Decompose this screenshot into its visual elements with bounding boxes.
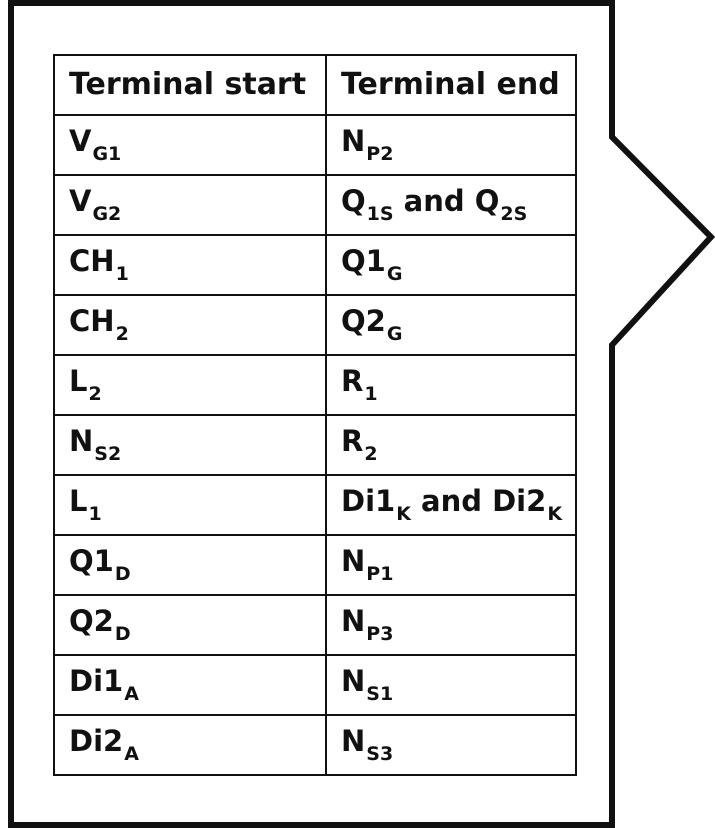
table-body <box>54 115 576 775</box>
terminal-subscript: A <box>124 742 139 765</box>
terminal-subscript: A <box>124 682 139 705</box>
terminal-subscript: P2 <box>366 142 394 165</box>
terminal-subscript: D <box>114 562 131 585</box>
table-row <box>54 655 576 715</box>
terminal-end-cell <box>326 655 576 715</box>
terminal-end-cell <box>326 415 576 475</box>
terminal-subscript: G2 <box>92 202 122 225</box>
terminal-subscript: D <box>114 622 131 645</box>
table-row <box>54 535 576 595</box>
terminal-base: Di1 <box>341 483 396 518</box>
terminal-base: Di1 <box>69 663 124 698</box>
terminal-base: L <box>69 483 88 518</box>
terminal-end-cell <box>326 175 576 235</box>
terminal-base: N <box>341 663 366 698</box>
table-row <box>54 235 576 295</box>
terminal-end-cell <box>326 295 576 355</box>
terminal-start-cell <box>54 415 326 475</box>
terminal-base: Q1 <box>341 243 386 278</box>
table-row <box>54 415 576 475</box>
terminal-base: Q <box>474 183 500 218</box>
terminal-subscript: P1 <box>366 562 394 585</box>
terminal-subscript: S2 <box>94 442 122 465</box>
terminal-base: N <box>69 423 94 458</box>
terminal-subscript: 1 <box>364 382 378 405</box>
header-terminal-end: Terminal end <box>326 55 576 115</box>
terminal-base: V <box>69 183 92 218</box>
connector-text: and <box>393 183 475 218</box>
terminal-base: Di2 <box>492 483 547 518</box>
terminal-start-cell <box>54 235 326 295</box>
terminal-start-cell <box>54 715 326 775</box>
terminal-subscript: G <box>386 262 403 285</box>
terminal-end-cell <box>326 235 576 295</box>
terminal-base: V <box>69 123 92 158</box>
terminal-subscript: 2 <box>364 442 378 465</box>
table-row <box>54 355 576 415</box>
terminal-end-cell <box>326 355 576 415</box>
terminal-base: R <box>341 363 364 398</box>
terminal-subscript: 2 <box>115 322 129 345</box>
terminal-start-cell <box>54 595 326 655</box>
terminal-end-cell <box>326 715 576 775</box>
terminal-subscript: G1 <box>92 142 122 165</box>
terminal-base: Q1 <box>69 543 114 578</box>
terminal-start-cell <box>54 475 326 535</box>
terminal-subscript: 1 <box>88 502 102 525</box>
terminal-base: N <box>341 543 366 578</box>
terminal-subscript: 2 <box>88 382 102 405</box>
terminal-subscript: K <box>396 502 411 525</box>
table-row <box>54 715 576 775</box>
terminal-start-cell <box>54 535 326 595</box>
terminal-end-cell <box>326 115 576 175</box>
terminal-base: Di2 <box>69 723 124 758</box>
terminal-base: N <box>341 123 366 158</box>
terminal-base: Q <box>341 183 366 218</box>
terminal-base: N <box>341 723 366 758</box>
terminal-subscript: K <box>547 502 563 525</box>
terminal-subscript: 2S <box>500 202 528 225</box>
terminal-table <box>53 54 577 776</box>
terminal-base: L <box>69 363 88 398</box>
terminal-start-cell <box>54 295 326 355</box>
table-header-row <box>54 55 576 115</box>
terminal-start-cell <box>54 175 326 235</box>
table-row <box>54 175 576 235</box>
table-row <box>54 475 576 535</box>
terminal-base: N <box>341 603 366 638</box>
terminal-base: Q2 <box>69 603 114 638</box>
terminal-base: CH <box>69 303 115 338</box>
header-terminal-start: Terminal start <box>54 55 326 115</box>
terminal-subscript: P3 <box>366 622 394 645</box>
table-row <box>54 595 576 655</box>
terminal-end-cell <box>326 535 576 595</box>
terminal-start-cell <box>54 355 326 415</box>
terminal-base: R <box>341 423 364 458</box>
terminal-start-cell <box>54 655 326 715</box>
terminal-subscript: 1 <box>115 262 129 285</box>
terminal-subscript: S1 <box>366 682 394 705</box>
table-row <box>54 295 576 355</box>
terminal-subscript: G <box>386 322 403 345</box>
terminal-table-container <box>53 54 575 773</box>
terminal-subscript: 1S <box>366 202 394 225</box>
connector-text: and <box>410 483 493 518</box>
terminal-base: Q2 <box>341 303 386 338</box>
terminal-end-cell <box>326 475 576 535</box>
table-row <box>54 115 576 175</box>
terminal-end-cell <box>326 595 576 655</box>
terminal-base: CH <box>69 243 115 278</box>
terminal-start-cell <box>54 115 326 175</box>
terminal-subscript: S3 <box>366 742 394 765</box>
